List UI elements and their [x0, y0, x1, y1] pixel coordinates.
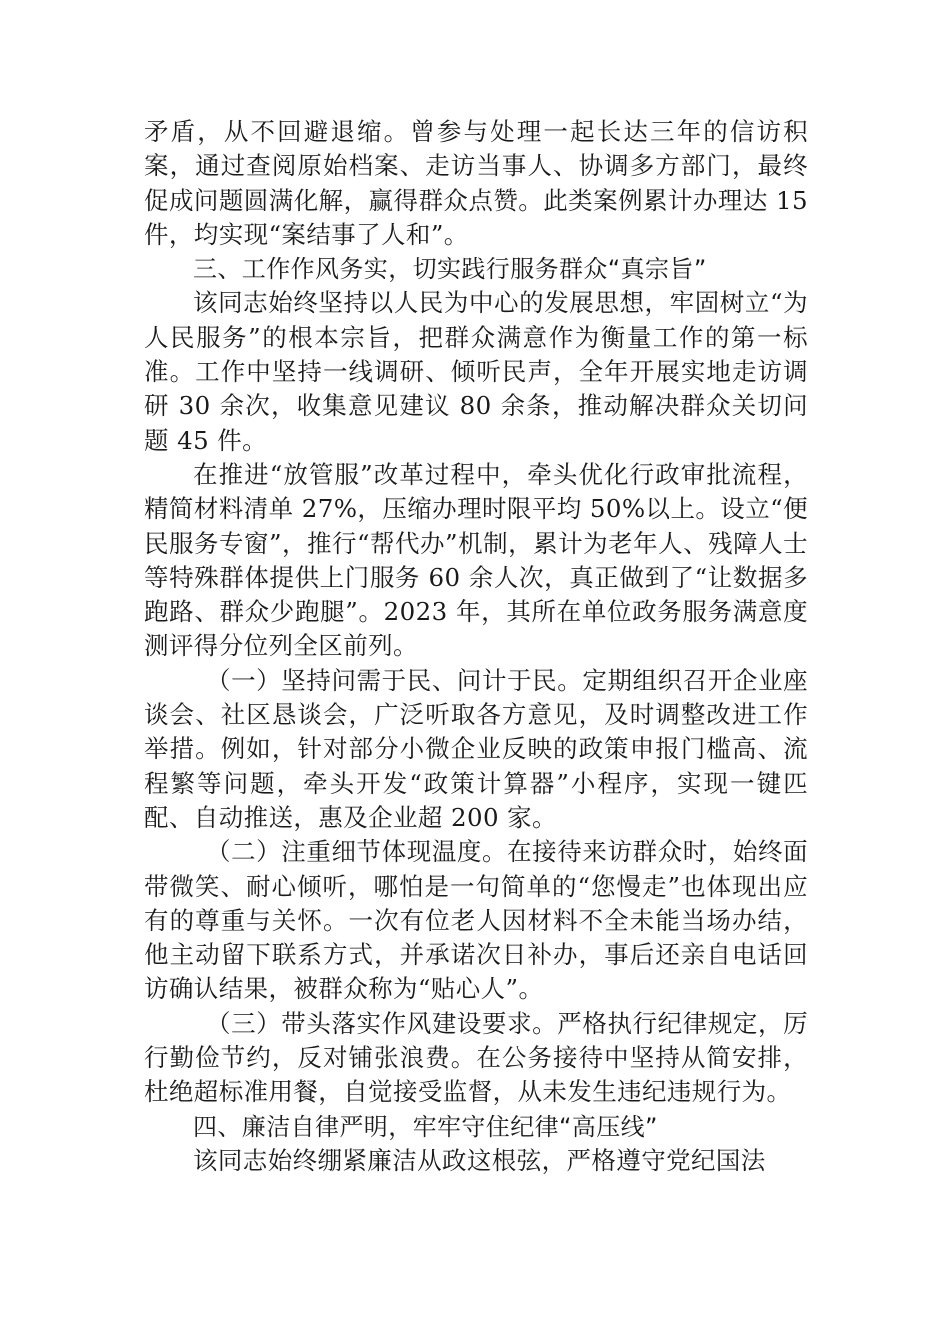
paragraph-continuation: 矛盾，从不回避退缩。曾参与处理一起长达三年的信访积案，通过查阅原始档案、走访当事人、协调多方部门，最终促成问题圆满化解，赢得群众点赞。此类案例累计办理达 15 件，均实现“案结事了人和”。	[144, 117, 808, 249]
section-heading-3: 三、工作作风务实，切实践行服务群众“真宗旨”	[193, 255, 707, 284]
paragraph-item-3: （三）带头落实作风建设要求。严格执行纪律规定，厉行勤俭节约，反对铺张浪费。在公务接待中坚持从简安排，杜绝超标准用餐，自觉接受监督，从未发生违纪违规行为。	[144, 1008, 808, 1107]
document-body	[144, 115, 808, 1178]
section-heading-4: 四、廉洁自律严明，牢牢守住纪律“高压线”	[193, 1112, 658, 1141]
paragraph-item-2: （二）注重细节体现温度。在接待来访群众时，始终面带微笑、耐心倾听，哪怕是一句简单的“您慢走”也体现出应有的尊重与关怀。一次有位老人因材料不全未能当场办结，他主动留下联系方式，并承诺次日补办，事后还亲自电话回访确认结果，被群众称为“贴心人”。	[144, 837, 808, 1004]
paragraph-integrity: 该同志始终绷紧廉洁从政这根弦，严格遵守党纪国法	[193, 1145, 766, 1175]
paragraph-item-1: （一）坚持问需于民、问计于民。定期组织召开企业座谈会、社区恳谈会，广泛听取各方意见，及时调整改进工作举措。例如，针对部分小微企业反映的政策申报门槛高、流程繁等问题，牵头开发“政策计算器”小程序，实现一键匹配、自动推送，惠及企业超 200 家。	[144, 665, 808, 832]
paragraph-service-purpose: 该同志始终坚持以人民为中心的发展思想，牢固树立“为人民服务”的根本宗旨，把群众满意作为衡量工作的第一标准。工作中坚持一线调研、倾听民声，全年开展实地走访调研 30 余次，收集意见建议 80 余条，推动解决群众关切问题 45 件。	[144, 288, 808, 455]
paragraph-reform: 在推进“放管服”改革过程中，牵头优化行政审批流程，精简材料清单 27%，压缩办理时限平均 50%以上。设立“便民服务专窗”，推行“帮代办”机制，累计为老年人、残障人士等特殊群体提供上门服务 60 余人次，真正做到了“让数据多跑路、群众少跑腿”。2023 年，其所在单位政务服务满意度测评得分位列全区前列。	[144, 459, 808, 661]
